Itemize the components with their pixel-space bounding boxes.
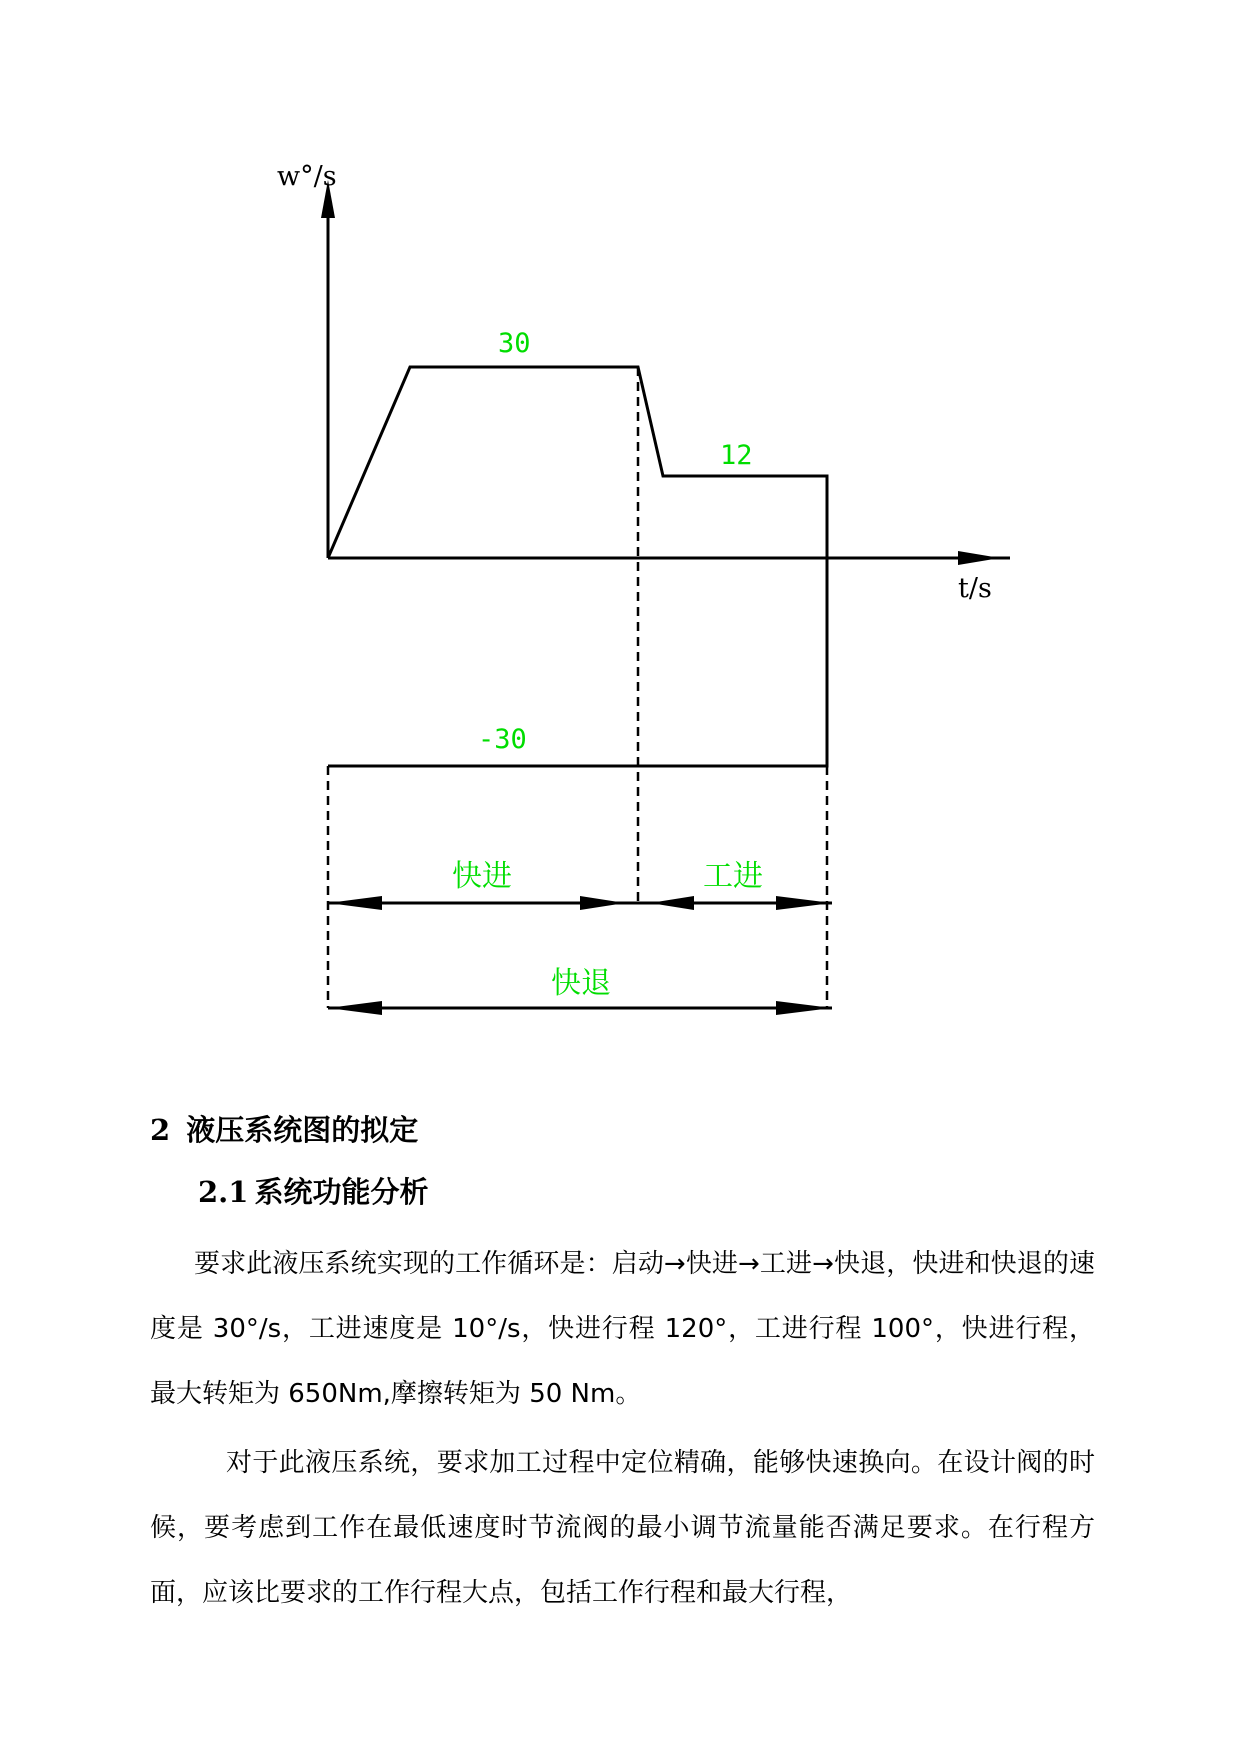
subsection-title: 系统功能分析 [254,1175,429,1209]
x-axis-label: t/s [958,573,992,604]
fast-advance-label: 快进 [452,859,512,894]
fast-speed-label: 30 [498,328,531,359]
section-heading [150,1108,418,1149]
work-speed-label: 12 [720,440,753,471]
velocity-profile [328,367,827,766]
work-advance-arrow-right [776,896,832,910]
fast-return-label: 快退 [551,966,611,1001]
subsection-heading [198,1170,428,1211]
section-title: 液压系统图的拟定 [186,1113,419,1147]
section-number: 2 [150,1113,171,1147]
fast-return-arrow-right [776,1001,832,1015]
paragraph-requirements: 要求此液压系统实现的工作循环是：启动→快进→工进→快退，快进和快退的速度是 30°/s，工进速度是 10°/s，快进行程 120°，工进行程 100°，快进行程，最大转矩为 650Nm,摩擦转矩为 50 Nm。 [150,1249,1095,1409]
fast-return-arrow-left [328,1001,382,1015]
work-advance-arrow-left [650,896,694,910]
fast-advance-arrow-right [580,896,625,910]
fast-advance-arrow-left [328,896,382,910]
return-speed-label: -30 [478,724,527,755]
y-axis-label: w°/s [277,161,337,192]
work-advance-label: 工进 [703,859,763,894]
subsection-number: 2.1 [198,1175,249,1209]
x-axis-arrow [958,551,1000,565]
paragraph-design-notes: 对于此液压系统，要求加工过程中定位精确，能够快速换向。在设计阀的时候，要考虑到工作在最低速度时节流阀的最小调节流量能否满足要求。在行程方面，应该比要求的工作行程大点，包括工作行程和最大行程， [150,1448,1095,1608]
